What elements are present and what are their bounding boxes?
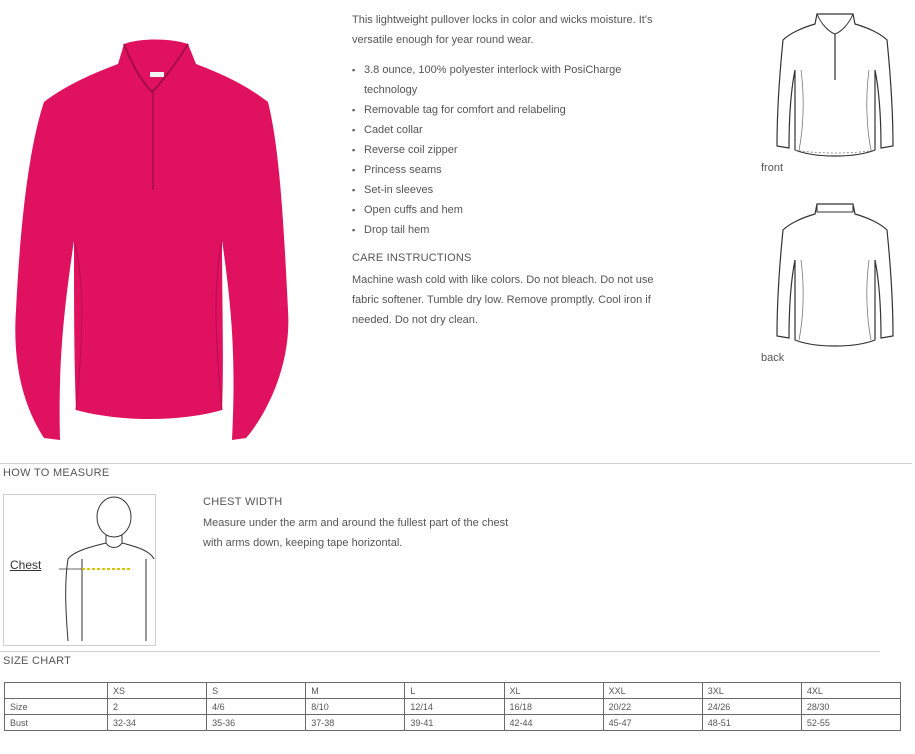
feature-item: ▪ Reverse coil zipper	[352, 140, 652, 160]
table-cell: 35-36	[207, 715, 306, 731]
table-cell: 4/6	[207, 699, 306, 715]
table-cell: 12/14	[405, 699, 504, 715]
divider	[0, 463, 912, 464]
feature-item: ▪ Open cuffs and hem	[352, 200, 652, 220]
chest-width-text: Measure under the arm and around the fullest part of the chest with arms down, keeping tape horizontal.	[203, 517, 509, 549]
table-cell: L	[405, 683, 504, 699]
table-cell	[5, 683, 108, 699]
table-cell: 39-41	[405, 715, 504, 731]
table-cell: 45-47	[603, 715, 702, 731]
table-cell: 48-51	[702, 715, 801, 731]
table-cell: 4XL	[801, 683, 900, 699]
table-cell: Size	[5, 699, 108, 715]
chest-figure-label: Chest	[10, 558, 42, 572]
feature-item: ▪ Drop tail hem	[352, 220, 652, 240]
table-header-row	[5, 683, 901, 699]
table-cell: 16/18	[504, 699, 603, 715]
jacket-shape	[15, 40, 288, 441]
table-cell: XXL	[603, 683, 702, 699]
table-cell: 42-44	[504, 715, 603, 731]
feature-item: ▪ Princess seams	[352, 160, 652, 180]
size-chart-table	[4, 682, 901, 731]
table-cell: XL	[504, 683, 603, 699]
table-cell: 24/26	[702, 699, 801, 715]
table-cell: 28/30	[801, 699, 900, 715]
feature-item: ▪ Cadet collar	[352, 120, 652, 140]
product-photo	[0, 30, 320, 455]
table-cell: XS	[108, 683, 207, 699]
table-row	[5, 699, 901, 715]
table-cell: 8/10	[306, 699, 405, 715]
table-cell: M	[306, 683, 405, 699]
feature-item: ▪ Set-in sleeves	[352, 180, 652, 200]
feature-item: ▪ Removable tag for comfort and relabeling	[352, 100, 652, 120]
chest-width-title: CHEST WIDTH	[203, 496, 283, 508]
table-row	[5, 715, 901, 731]
table-cell: S	[207, 683, 306, 699]
size-chart-title: SIZE CHART	[3, 655, 72, 667]
care-instructions-title: CARE INSTRUCTIONS	[352, 252, 472, 264]
front-caption: front	[761, 162, 784, 174]
divider	[0, 651, 880, 652]
feature-list	[352, 60, 652, 240]
product-description: This lightweight pullover locks in color and wicks moisture. It's versatile enough for year round wear.	[352, 14, 653, 46]
table-cell: 2	[108, 699, 207, 715]
table-cell: 52-55	[801, 715, 900, 731]
how-to-measure-title: HOW TO MEASURE	[3, 467, 110, 479]
measure-figure	[3, 494, 156, 646]
table-cell: 3XL	[702, 683, 801, 699]
feature-item: ▪ 3.8 ounce, 100% polyester interlock with PosiCharge technology	[352, 60, 652, 100]
back-sketch	[775, 200, 895, 350]
table-cell: 37-38	[306, 715, 405, 731]
back-caption: back	[761, 352, 785, 364]
table-cell: 32-34	[108, 715, 207, 731]
table-cell: 20/22	[603, 699, 702, 715]
front-sketch	[775, 10, 895, 160]
care-instructions-text: Machine wash cold with like colors. Do not bleach. Do not use fabric softener. Tumble dry low. Remove promptly. Cool iron if needed. Do not dry clean.	[352, 274, 654, 326]
table-cell: Bust	[5, 715, 108, 731]
